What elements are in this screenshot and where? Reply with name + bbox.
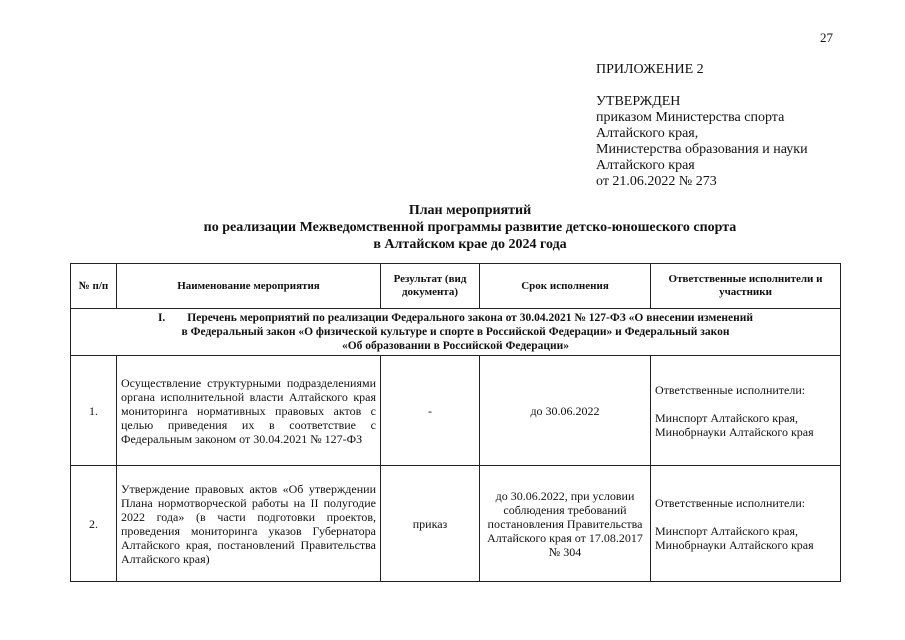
table-header-row [71, 264, 841, 309]
responsible-label: Ответственные исполнители: [655, 382, 806, 397]
responsible-list: Минспорт Алтайского края, Минобрнауки Алтайского края [655, 523, 814, 552]
row-result: приказ [381, 466, 480, 582]
approval-line: от 21.06.2022 № 273 [596, 174, 717, 189]
header-num: № п/п [71, 264, 117, 309]
row-event-name: Осуществление структурными подразделениями органа исполнительной власти Алтайского края мониторинга нормативных правовых актов с целью приведения их в соответствие с Федеральным законом от 30.04.2021 № 127-ФЗ [117, 356, 381, 466]
page-number: 27 [820, 30, 833, 45]
header-name: Наименование мероприятия [117, 264, 381, 309]
section-line: «Об образовании в Российской Федерации» [341, 340, 570, 352]
row-term: до 30.06.2022 [480, 356, 651, 466]
responsible-list: Минспорт Алтайского края, Минобрнауки Алтайского края [655, 410, 814, 439]
responsible-label: Ответственные исполнители: [655, 495, 806, 510]
row-number: 2. [71, 466, 117, 582]
title-line: по реализации Межведомственной программы развитие детско-юношеского спорта [203, 220, 737, 235]
appendix-label: ПРИЛОЖЕНИЕ 2 [596, 62, 704, 77]
approval-line: Министерства образования и науки [596, 142, 808, 157]
approval-block [596, 94, 808, 190]
document-title [150, 202, 790, 253]
approval-line: УТВЕРЖДЕН [596, 94, 681, 109]
row-term: до 30.06.2022, при условии соблюдения требований постановления Правительства Алтайского края от 17.08.2017 № 304 [480, 466, 651, 582]
section-line: в Федеральный закон «О физической культуре и спорте в Российской Федерации» и Федеральный закон [181, 326, 730, 338]
row-responsible [651, 466, 841, 582]
section-row [71, 309, 841, 356]
plan-table [70, 263, 841, 582]
approval-line: Алтайского края [596, 158, 695, 173]
row-responsible [651, 356, 841, 466]
header-result: Результат (вид документа) [381, 264, 480, 309]
row-result: - [381, 356, 480, 466]
header-term: Срок исполнения [480, 264, 651, 309]
approval-line: Алтайского края, [596, 126, 699, 141]
approval-line: приказом Министерства спорта [596, 110, 785, 125]
section-heading [71, 309, 841, 356]
table-row [71, 466, 841, 582]
row-number: 1. [71, 356, 117, 466]
section-line: Перечень мероприятий по реализации Федерального закона от 30.04.2021 № 127-ФЗ «О внесении изменений [187, 312, 754, 324]
header-responsible: Ответственные исполнители и участники [651, 264, 841, 309]
section-numeral: I. [157, 312, 166, 324]
row-event-name: Утверждение правовых актов «Об утверждении Плана нормотворческой работы на II полугодие 2022 года» (в части подготовки проектов, проведения мониторинга указов Губернатора Алтайского края, постановлений Правительства Алтайского края) [117, 466, 381, 582]
title-line: План мероприятий [408, 203, 532, 218]
title-line: в Алтайском крае до 2024 года [373, 237, 567, 252]
table-row [71, 356, 841, 466]
